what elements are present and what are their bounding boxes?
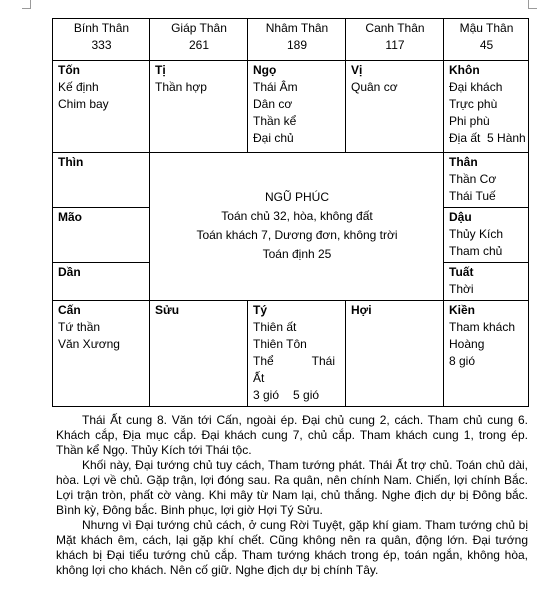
- palace-line: Trực phù: [449, 97, 498, 111]
- palace-can: [53, 301, 150, 407]
- palace-line: Tham khách: [449, 320, 516, 334]
- palace-title: Cấn: [58, 303, 81, 317]
- header-name: Nhâm Thân: [265, 21, 329, 35]
- header-cell: [53, 19, 150, 61]
- palace-title: Khôn: [449, 63, 480, 77]
- palace-title: Tốn: [58, 63, 80, 77]
- palace-ton: [53, 61, 150, 153]
- center-line: Toán chủ 32, hòa, không đất: [221, 209, 373, 223]
- the-label: Thể: [253, 354, 274, 368]
- palace-dan: [53, 263, 150, 301]
- header-name: Canh Thân: [365, 21, 425, 35]
- palace-line: Thần Cơ: [449, 172, 497, 186]
- palace-than: [444, 153, 529, 208]
- palace-line: Thái Tuế: [449, 189, 496, 203]
- palace-mao: [53, 208, 150, 263]
- palace-thin: [53, 153, 150, 208]
- palace-title: Kiền: [449, 303, 476, 317]
- palace-line: Kế định: [58, 80, 99, 94]
- palace-line: Thủy Kích: [449, 227, 504, 241]
- palace-title: Tý: [253, 303, 268, 317]
- paragraph: Khối này, Đại tướng chủ tuy cách, Tham tướng phát. Thái Ất trợ chủ. Toán chủ dài, hòa. Lợi về chủ. Gặp trận, lợi đóng sau. Ra quân, nên chính Nam. Chiến, lợi chính Bắc. Lợi trận tròn, phất cờ vàng. Khi mây từ Nam lại, chủ thắng. Nghe địch dự bị Đông bắc. Bình kỳ, Đông bắc. Binh phục, lợi giờ Hợi Tý Sửu.: [56, 458, 528, 517]
- margin-corner-right: [528, 0, 537, 9]
- palace-suu: [150, 301, 248, 407]
- thai-at-chart-table: [52, 18, 529, 407]
- palace-title: Dần: [58, 265, 81, 279]
- header-cell: [346, 19, 444, 61]
- palace-row-top: [53, 61, 529, 153]
- commentary-text: [56, 413, 528, 578]
- center-line: Toán khách 7, Dương đơn, không trời: [196, 228, 398, 242]
- palace-line: Chim bay: [58, 97, 109, 111]
- palace-line: 8 gió: [449, 354, 476, 368]
- palace-line: Thiên Tôn: [253, 337, 307, 351]
- wind-label: 3 gió: [253, 388, 280, 402]
- palace-line: [253, 387, 341, 404]
- header-number: 45: [479, 38, 494, 52]
- palace-title: Tị: [155, 63, 166, 77]
- at-label: Ất: [253, 371, 265, 385]
- header-number: 261: [188, 38, 210, 52]
- header-name: Mậu Thân: [459, 21, 514, 35]
- palace-title: Mão: [58, 210, 82, 224]
- palace-line: Tứ thần: [58, 320, 101, 334]
- palace-row-than: [53, 153, 529, 208]
- header-number: 333: [91, 38, 112, 52]
- palace-khon: [444, 61, 529, 153]
- palace-dau: [444, 208, 529, 263]
- center-summary: [150, 153, 444, 301]
- palace-line: Dân cơ: [253, 97, 293, 111]
- palace-kien: [444, 301, 529, 407]
- thai-label: Thái: [311, 354, 335, 368]
- palace-title: Tuất: [449, 265, 474, 279]
- palace-line: Văn Xương: [58, 337, 120, 351]
- header-cell: [444, 19, 529, 61]
- palace-title: Thìn: [58, 155, 84, 169]
- palace-line: Địa ất 5 Hành: [449, 131, 526, 145]
- palace-line: Hoàng: [449, 337, 485, 351]
- palace-line: Thần kể: [253, 114, 297, 128]
- palace-title: Sửu: [155, 303, 180, 317]
- palace-line: Quân cơ: [351, 80, 398, 94]
- center-line: Toán định 25: [262, 247, 332, 261]
- palace-line: Tham chủ: [449, 244, 503, 258]
- palace-line: [253, 353, 335, 370]
- palace-title: Vị: [351, 63, 363, 77]
- palace-line: Đại chủ: [253, 131, 294, 145]
- wind-label: 5 gió: [293, 388, 320, 402]
- header-row: [53, 19, 529, 61]
- palace-ti: [150, 61, 248, 153]
- palace-hoi: [346, 301, 444, 407]
- palace-line: Thần hợp: [155, 80, 207, 94]
- palace-row-bottom: [53, 301, 529, 407]
- palace-title: Dậu: [449, 210, 472, 224]
- palace-tuat: [444, 263, 529, 301]
- palace-line: Thời: [449, 282, 474, 296]
- header-cell: [248, 19, 346, 61]
- header-number: 117: [385, 38, 405, 52]
- palace-ty: [248, 301, 346, 407]
- header-cell: [150, 19, 248, 61]
- palace-vi: [346, 61, 444, 153]
- palace-title: Ngọ: [253, 63, 277, 77]
- palace-title: Thân: [449, 155, 478, 169]
- paragraph: Nhưng vì Đại tướng chủ cách, ở cung Rời Tuyệt, gặp khí giam. Tham tướng chủ bị Mặt khách êm, cách, lại gặp khí chết. Cũng không nên ra quân, động lớn. Đại tướng khách bị Đại tiểu tướng chủ cắp. Tham tướng khách trong ép, toán ngắn, không hòa, không lợi cho khách. Nên cố giữ. Nghe địch dự bị chính Tây.: [56, 518, 528, 577]
- header-name: Bính Thân: [73, 21, 130, 35]
- palace-title: Hợi: [351, 303, 372, 317]
- palace-line: Đại khách: [449, 80, 503, 94]
- palace-line: Phi phù: [449, 114, 490, 128]
- palace-ngo: [248, 61, 346, 153]
- header-name: Giáp Thân: [171, 21, 227, 35]
- palace-line: Thiên ất: [253, 320, 297, 334]
- palace-line: Thái Âm: [253, 80, 298, 94]
- header-number: 189: [286, 38, 308, 52]
- center-title: NGŨ PHÚC: [264, 190, 329, 204]
- margin-corner-left: [22, 0, 31, 9]
- paragraph: Thái Ất cung 8. Văn tới Cấn, ngoài ép. Đại chủ cung 2, cách. Tham chủ cung 6. Khách cắp, Địa mục cắp. Đại khách cung 7, chủ cắp. Tham khách cung 1, trong ép. Thần kể Ngọ. Thủy Kích tới Thái tộc.: [56, 413, 528, 457]
